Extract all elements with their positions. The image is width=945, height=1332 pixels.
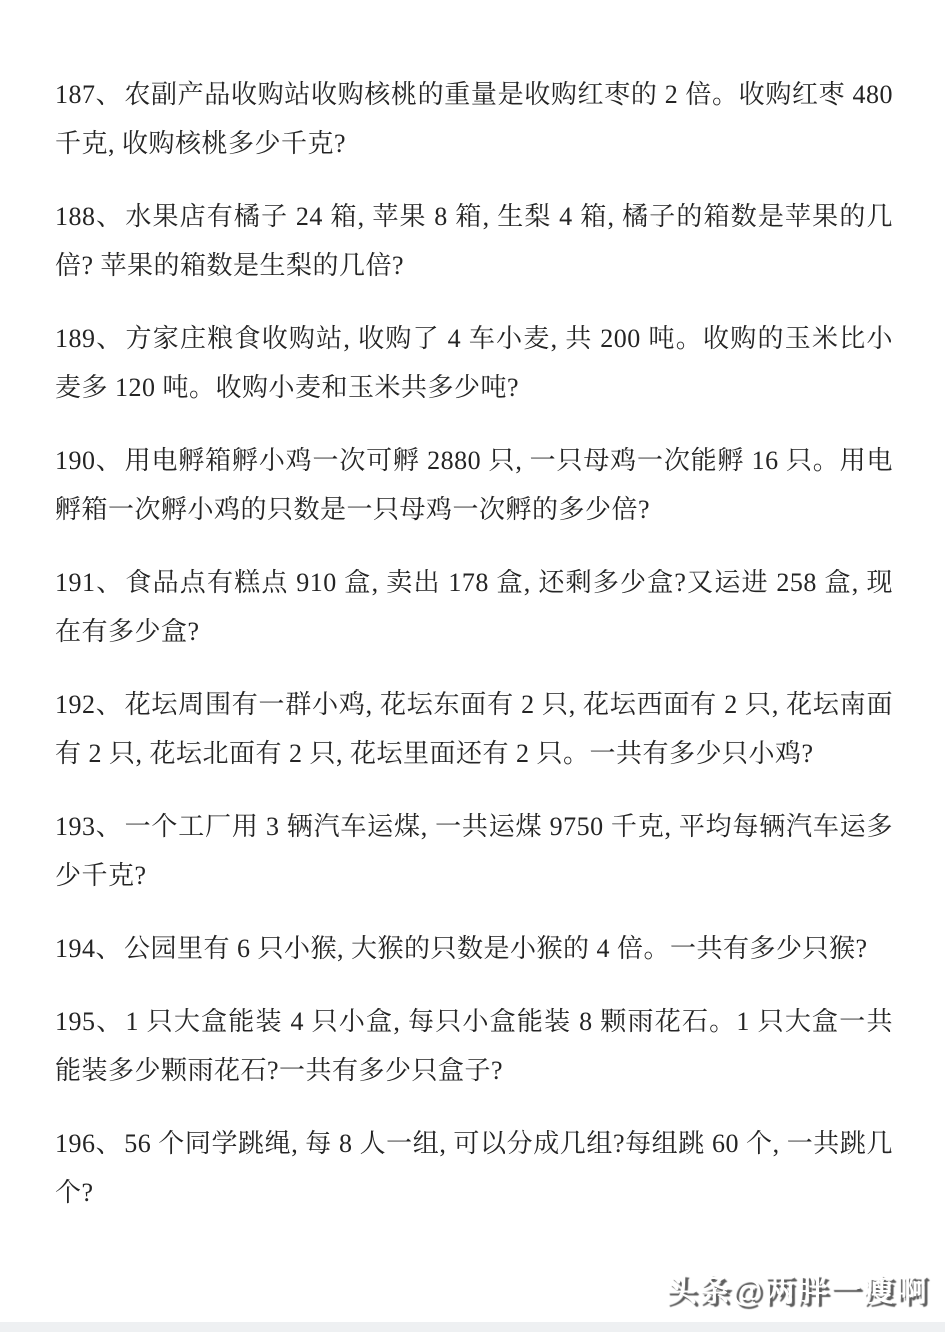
problem-text: 一个工厂用 3 辆汽车运煤, 一共运煤 9750 千克, 平均每辆汽车运多少千克? bbox=[55, 812, 893, 890]
toutiao-watermark: 头条@两胖一瘦啊 bbox=[665, 1273, 929, 1308]
problem-number: 188、 bbox=[55, 202, 124, 231]
problem-196 bbox=[55, 1119, 893, 1217]
problem-187 bbox=[55, 70, 893, 168]
problem-number: 190、 bbox=[55, 446, 123, 475]
problem-number: 189、 bbox=[55, 324, 124, 353]
problem-190 bbox=[55, 436, 893, 534]
problem-text: 花坛周围有一群小鸡, 花坛东面有 2 只, 花坛西面有 2 只, 花坛南面有 2 只, 花坛北面有 2 只, 花坛里面还有 2 只。一共有多少只小鸡? bbox=[55, 690, 893, 768]
problem-192 bbox=[55, 680, 893, 778]
problem-number: 193、 bbox=[55, 812, 123, 841]
problem-189 bbox=[55, 314, 893, 412]
problem-number: 192、 bbox=[55, 690, 123, 719]
problem-188 bbox=[55, 192, 893, 290]
problem-text: 方家庄粮食收购站, 收购了 4 车小麦, 共 200 吨。收购的玉米比小麦多 120 吨。收购小麦和玉米共多少吨? bbox=[55, 324, 893, 402]
problem-number: 191、 bbox=[55, 568, 124, 597]
problem-text: 用电孵箱孵小鸡一次可孵 2880 只, 一只母鸡一次能孵 16 只。用电孵箱一次孵小鸡的只数是一只母鸡一次孵的多少倍? bbox=[55, 446, 893, 524]
problem-191 bbox=[55, 558, 893, 656]
problem-text: 农副产品收购站收购核桃的重量是收购红枣的 2 倍。收购红枣 480 千克, 收购核桃多少千克? bbox=[55, 80, 893, 158]
problem-text: 水果店有橘子 24 箱, 苹果 8 箱, 生梨 4 箱, 橘子的箱数是苹果的几倍? 苹果的箱数是生梨的几倍? bbox=[55, 202, 893, 280]
problem-number: 187、 bbox=[55, 80, 123, 109]
problems-list bbox=[55, 70, 893, 1241]
problem-number: 196、 bbox=[55, 1129, 123, 1158]
problem-text: 56 个同学跳绳, 每 8 人一组, 可以分成几组?每组跳 60 个, 一共跳几个? bbox=[55, 1129, 893, 1207]
problem-number: 195、 bbox=[55, 1007, 124, 1036]
problem-195 bbox=[55, 997, 893, 1095]
problem-text: 公园里有 6 只小猴, 大猴的只数是小猴的 4 倍。一共有多少只猴? bbox=[124, 934, 868, 963]
problem-number: 194、 bbox=[55, 934, 123, 963]
problem-text: 1 只大盒能装 4 只小盒, 每只小盒能装 8 颗雨花石。1 只大盒一共能装多少颗雨花石?一共有多少只盒子? bbox=[55, 1007, 893, 1085]
problem-193 bbox=[55, 802, 893, 900]
footer-bar bbox=[0, 1322, 945, 1332]
problem-194 bbox=[55, 924, 893, 973]
problem-text: 食品点有糕点 910 盒, 卖出 178 盒, 还剩多少盒?又运进 258 盒, 现在有多少盒? bbox=[55, 568, 893, 646]
